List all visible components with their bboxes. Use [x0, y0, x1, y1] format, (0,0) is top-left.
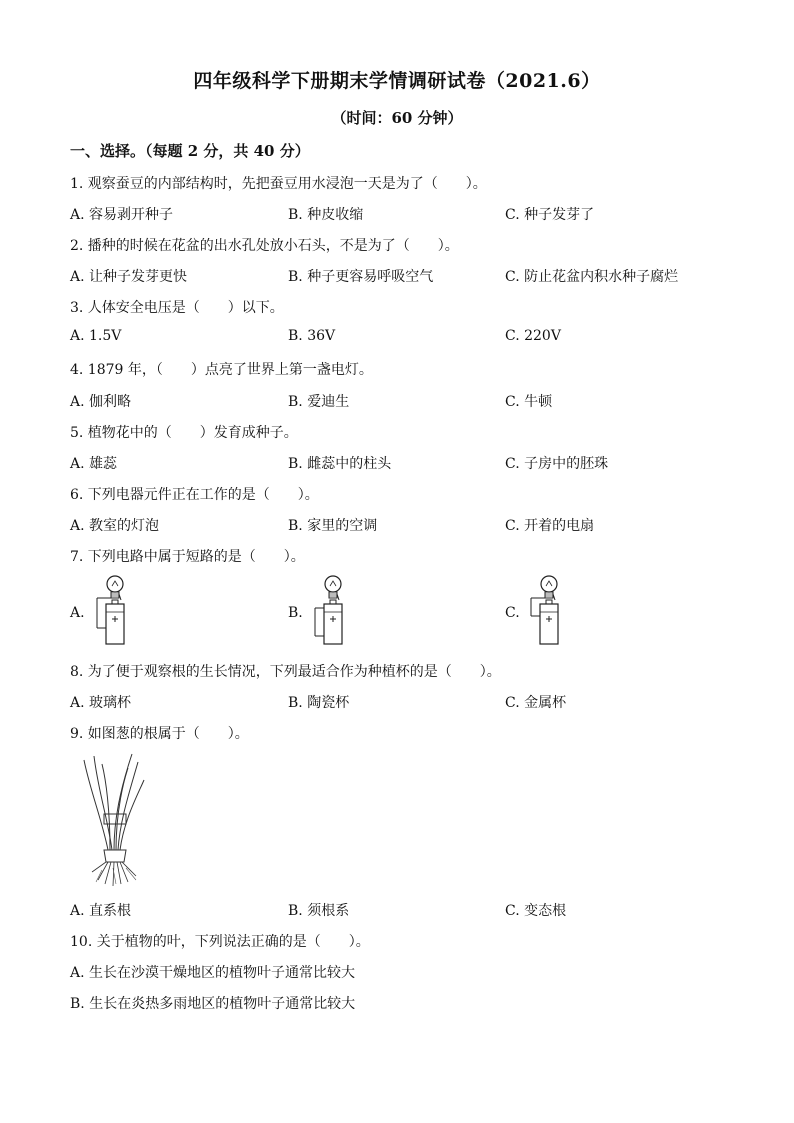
q9-option-c: C. 变态根 [505, 903, 567, 919]
q7-option-b: B. [288, 605, 303, 621]
question-6: 6. 下列电器元件正在工作的是（ ）。 [70, 487, 319, 503]
q3-option-a: A. 1.5V [70, 328, 122, 344]
q9-option-a: A. 直系根 [70, 903, 132, 919]
question-9: 9. 如图葱的根属于（ ）。 [70, 726, 249, 742]
circuit-a-diagram [88, 572, 148, 652]
q1-option-b: B. 种皮收缩 [288, 207, 364, 223]
q8-option-b: B. 陶瓷杯 [288, 695, 350, 711]
circuit-b-diagram [306, 572, 366, 652]
q9-option-b: B. 须根系 [288, 903, 350, 919]
q2-option-a: A. 让种子发芽更快 [70, 269, 188, 285]
q6-option-c: C. 开着的电扇 [505, 518, 595, 534]
question-5: 5. 植物花中的（ ）发育成种子。 [70, 425, 298, 441]
q6-option-b: B. 家里的空调 [288, 518, 378, 534]
section-heading: 一、选择。（每题 2 分，共 40 分） [70, 142, 310, 160]
q6-option-a: A. 教室的灯泡 [70, 518, 160, 534]
q8-option-c: C. 金属杯 [505, 695, 567, 711]
q10-option-b: B. 生长在炎热多雨地区的植物叶子通常比较大 [70, 996, 356, 1012]
q2-option-c: C. 防止花盆内积水种子腐烂 [505, 269, 679, 285]
question-3: 3. 人体安全电压是（ ）以下。 [70, 300, 284, 316]
exam-title: 四年级科学下册期末学情调研试卷（2021.6） [193, 70, 601, 92]
q5-option-b: B. 雌蕊中的柱头 [288, 456, 392, 472]
q2-option-b: B. 种子更容易呼吸空气 [288, 269, 434, 285]
scallion-illustration [80, 750, 150, 890]
q3-option-b: B. 36V [288, 328, 336, 344]
question-1: 1. 观察蚕豆的内部结构时，先把蚕豆用水浸泡一天是为了（ ）。 [70, 176, 487, 192]
question-8: 8. 为了便于观察根的生长情况，下列最适合作为种植杯的是（ ）。 [70, 664, 501, 680]
q7-option-c: C. [505, 605, 520, 621]
q4-option-c: C. 牛顿 [505, 394, 553, 410]
q10-option-a: A. 生长在沙漠干燥地区的植物叶子通常比较大 [70, 965, 356, 981]
q8-option-a: A. 玻璃杯 [70, 695, 132, 711]
q7-option-a: A. [70, 605, 85, 621]
question-7: 7. 下列电路中属于短路的是（ ）。 [70, 549, 305, 565]
q4-option-a: A. 伽利略 [70, 394, 132, 410]
question-2: 2. 播种的时候在花盆的出水孔处放小石头，不是为了（ ）。 [70, 238, 459, 254]
exam-time: （时间：60 分钟） [331, 109, 463, 127]
q5-option-a: A. 雄蕊 [70, 456, 118, 472]
q1-option-c: C. 种子发芽了 [505, 207, 595, 223]
q5-option-c: C. 子房中的胚珠 [505, 456, 609, 472]
circuit-c-diagram [522, 572, 582, 652]
question-10: 10. 关于植物的叶，下列说法正确的是（ ）。 [70, 934, 370, 950]
question-4: 4. 1879 年，（ ）点亮了世界上第一盏电灯。 [70, 362, 373, 378]
q3-option-c: C. 220V [505, 328, 561, 344]
q4-option-b: B. 爱迪生 [288, 394, 350, 410]
q1-option-a: A. 容易剥开种子 [70, 207, 174, 223]
